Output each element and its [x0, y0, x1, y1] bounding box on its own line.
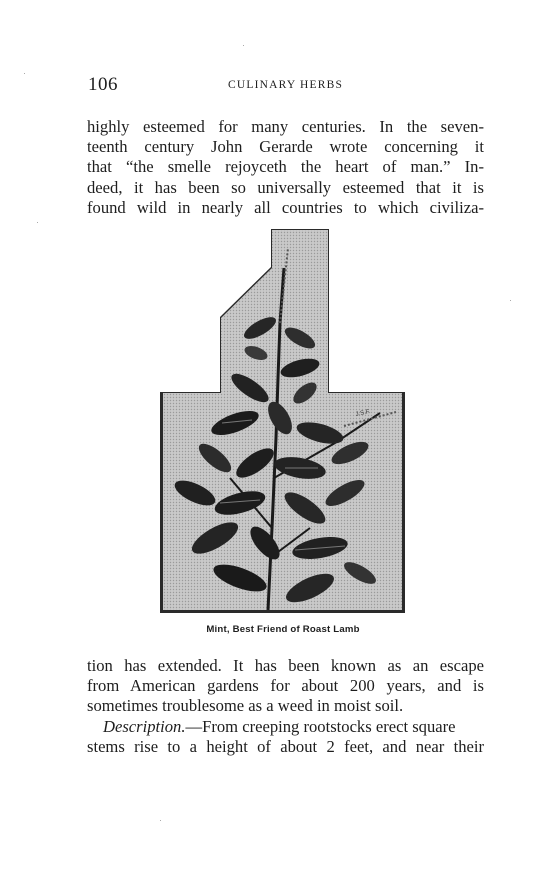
- text-line: stems rise to a height of about 2 feet, and near their: [87, 736, 484, 756]
- mint-plant-illustration: [160, 228, 406, 614]
- text-line: [87, 717, 484, 737]
- page-number: 106: [88, 74, 118, 95]
- paper-speck: [37, 222, 38, 223]
- running-head: CULINARY HERBS: [228, 79, 344, 91]
- text-line: from American gardens for about 200 years, and is: [87, 676, 484, 696]
- text-line: that “the smelle rejoyceth the heart of man.” In-: [87, 157, 484, 177]
- paper-speck: [24, 73, 25, 74]
- description-text: —From creeping rootstocks erect square: [185, 716, 456, 736]
- body-paragraph-bottom: [87, 656, 484, 757]
- text-line: found wild in nearly all countries to which civiliza-: [87, 197, 484, 217]
- paper-speck: [160, 820, 161, 821]
- description-heading: Description.: [103, 716, 186, 736]
- text-line: highly esteemed for many centuries. In the seven-: [87, 117, 484, 136]
- text-line: deed, it has been so universally esteemed that it is: [87, 177, 484, 197]
- paper-speck: [243, 45, 244, 46]
- figure-caption: Mint, Best Friend of Roast Lamb: [206, 624, 360, 635]
- text-line: sometimes troublesome as a weed in moist soil.: [87, 696, 404, 716]
- text-line: teenth century John Gerarde wrote concerning it: [87, 137, 484, 157]
- body-paragraph-top: [87, 117, 484, 218]
- engraver-mark: J.S.F.: [355, 408, 372, 418]
- page-header: [88, 74, 484, 96]
- text-line: tion has extended. It has been known as an escape: [87, 656, 484, 675]
- paper-speck: [510, 300, 511, 301]
